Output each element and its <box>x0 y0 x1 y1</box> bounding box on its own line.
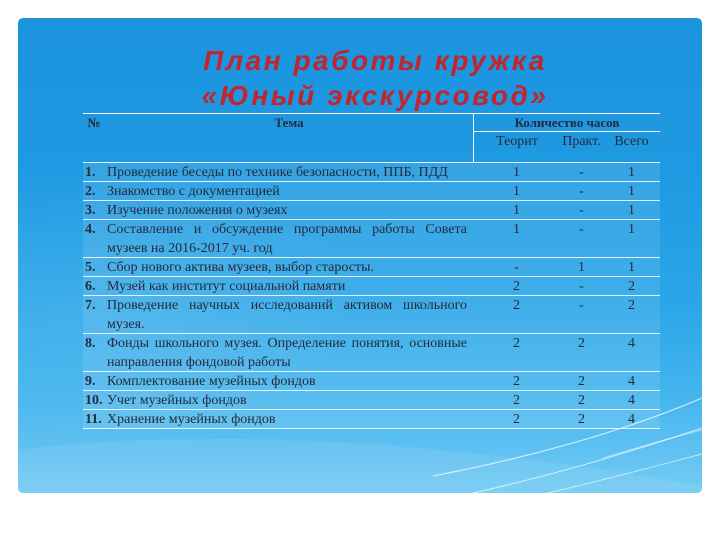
row-topic: Проведение беседы по технике безопасности, ППБ, ПДД <box>105 163 473 182</box>
header-hours: Количество часов <box>473 113 660 132</box>
row-number: 2. <box>83 182 105 201</box>
row-practice-hours: - <box>560 201 603 220</box>
table-row <box>83 201 660 220</box>
row-number: 6. <box>83 277 105 296</box>
header-number: № <box>83 113 105 163</box>
header-practice: Практ. <box>560 132 603 163</box>
row-theory-hours: 2 <box>473 372 560 391</box>
row-total-hours: 4 <box>603 334 660 372</box>
row-topic: Проведение научных исследований активом школьного музея. <box>105 296 473 334</box>
row-theory-hours: 1 <box>473 201 560 220</box>
row-total-hours: 1 <box>603 258 660 277</box>
row-practice-hours: - <box>560 220 603 258</box>
row-total-hours: 1 <box>603 201 660 220</box>
table-row <box>83 182 660 201</box>
plan-table <box>83 113 660 429</box>
row-number: 7. <box>83 296 105 334</box>
row-number: 10. <box>83 391 105 410</box>
row-total-hours: 1 <box>603 220 660 258</box>
row-topic: Учет музейных фондов <box>105 391 473 410</box>
row-theory-hours: 2 <box>473 296 560 334</box>
row-number: 8. <box>83 334 105 372</box>
row-practice-hours: 2 <box>560 372 603 391</box>
row-total-hours: 1 <box>603 182 660 201</box>
header-topic: Тема <box>105 113 473 163</box>
table-row <box>83 296 660 334</box>
row-practice-hours: 2 <box>560 410 603 429</box>
slide-title <box>175 43 575 113</box>
table-row <box>83 391 660 410</box>
header-theory: Теорит <box>473 132 560 163</box>
row-theory-hours: 1 <box>473 182 560 201</box>
row-practice-hours: 2 <box>560 391 603 410</box>
table-row <box>83 372 660 391</box>
title-line-2: «Юный экскурсовод» <box>201 80 549 111</box>
table-body <box>83 163 660 429</box>
row-theory-hours: 2 <box>473 277 560 296</box>
row-theory-hours: 2 <box>473 391 560 410</box>
row-practice-hours: - <box>560 296 603 334</box>
row-theory-hours: - <box>473 258 560 277</box>
row-total-hours: 4 <box>603 410 660 429</box>
row-practice-hours: - <box>560 182 603 201</box>
row-total-hours: 2 <box>603 277 660 296</box>
row-topic: Музей как институт социальной памяти <box>105 277 473 296</box>
table-row <box>83 277 660 296</box>
table-row <box>83 258 660 277</box>
table-header <box>83 113 660 163</box>
row-topic: Составление и обсуждение программы работы Совета музеев на 2016-2017 уч. год <box>105 220 473 258</box>
row-topic: Сбор нового актива музеев, выбор старосты. <box>105 258 473 277</box>
row-topic: Хранение музейных фондов <box>105 410 473 429</box>
row-practice-hours: - <box>560 163 603 182</box>
row-total-hours: 1 <box>603 163 660 182</box>
row-number: 4. <box>83 220 105 258</box>
table-header-row <box>83 113 660 132</box>
table-row <box>83 163 660 182</box>
row-topic: Фонды школьного музея. Определение понятия, основные направления фондовой работы <box>105 334 473 372</box>
wave-fill <box>18 439 702 493</box>
row-topic: Знакомство с документацией <box>105 182 473 201</box>
row-number: 11. <box>83 410 105 429</box>
row-theory-hours: 2 <box>473 334 560 372</box>
slide-panel <box>18 18 702 493</box>
row-theory-hours: 2 <box>473 410 560 429</box>
row-number: 3. <box>83 201 105 220</box>
table-row <box>83 410 660 429</box>
row-practice-hours: 2 <box>560 334 603 372</box>
row-number: 1. <box>83 163 105 182</box>
row-number: 9. <box>83 372 105 391</box>
row-total-hours: 4 <box>603 391 660 410</box>
row-total-hours: 2 <box>603 296 660 334</box>
table-row <box>83 334 660 372</box>
row-practice-hours: 1 <box>560 258 603 277</box>
row-topic: Изучение положения о музеях <box>105 201 473 220</box>
row-number: 5. <box>83 258 105 277</box>
row-theory-hours: 1 <box>473 163 560 182</box>
table-row <box>83 220 660 258</box>
row-practice-hours: - <box>560 277 603 296</box>
row-topic: Комплектование музейных фондов <box>105 372 473 391</box>
header-total: Всего <box>603 132 660 163</box>
row-theory-hours: 1 <box>473 220 560 258</box>
title-line-1: План работы кружка <box>203 45 547 76</box>
row-total-hours: 4 <box>603 372 660 391</box>
